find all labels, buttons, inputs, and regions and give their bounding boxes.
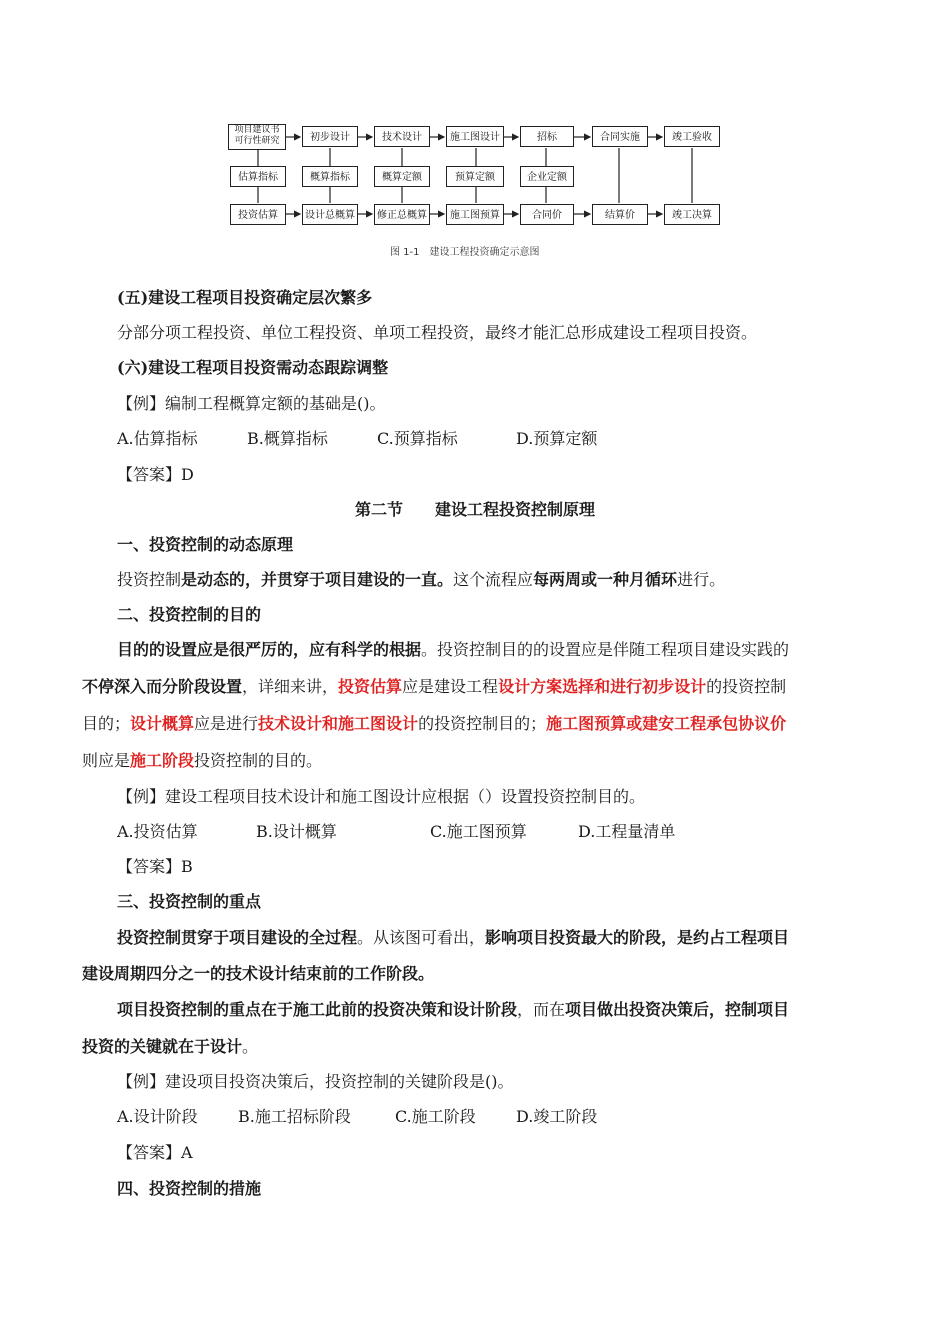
text-run-bold: 项目投资控制的重点在于施工此前的投资决策和设计阶段 <box>117 1000 518 1019</box>
flow-box-preliminary-design: 初步设计 <box>302 126 358 147</box>
text-run: 进行。 <box>677 570 726 589</box>
flow-box-estimate-quota: 预算定额 <box>446 166 504 187</box>
option-b: B.概算指标 <box>247 429 328 448</box>
text-run: 的投资控制目的； <box>418 714 547 733</box>
text-run-bold: 项目做出投资决策后，控制项目 <box>565 1000 790 1019</box>
flow-box-estimate-index: 估算指标 <box>230 166 286 187</box>
flow-box-contract-implementation: 合同实施 <box>592 126 648 147</box>
example-1-answer: 【答案】D <box>117 465 194 484</box>
subheading-1: 一、投资控制的动态原理 <box>117 535 294 554</box>
subheading-3-line-1 <box>117 927 789 949</box>
option-d: D.工程量清单 <box>578 822 676 841</box>
example-3-answer: 【答案】A <box>117 1143 193 1162</box>
investment-flow-diagram <box>220 118 730 263</box>
text-run-red: 投资估算 <box>338 677 403 696</box>
flow-box-final-accounts: 竣工决算 <box>664 204 720 225</box>
flow-box-label: 项目建议书 可行性研究 <box>234 125 280 146</box>
flow-box-bidding: 招标 <box>520 126 574 147</box>
flow-box-budget-index: 概算指标 <box>302 166 358 187</box>
option-a: A.设计阶段 <box>117 1107 198 1126</box>
option-c: C.施工图预算 <box>430 822 527 841</box>
flow-box-feasibility <box>228 124 286 150</box>
text-run-bold: 投资控制贯穿于项目建设的全过程 <box>117 928 358 947</box>
subheading-3: 三、投资控制的重点 <box>117 892 262 911</box>
text-run: 应是建设工程 <box>402 677 499 696</box>
flow-box-enterprise-quota: 企业定额 <box>520 166 574 187</box>
option-b: B.设计概算 <box>256 822 337 841</box>
text-run-bold: 不停深入而分阶段设置 <box>82 677 243 696</box>
text-run: 这个流程应 <box>453 570 534 589</box>
flow-box-revised-total-budget: 修正总概算 <box>374 204 430 225</box>
example-1-question: 【例】编制工程概算定额的基础是()。 <box>117 394 386 413</box>
subheading-2-line-4 <box>82 750 322 772</box>
text-run-bold: 目的的设置应是很严厉的，应有科学的根据 <box>117 640 422 659</box>
flow-box-construction-budget: 施工图预算 <box>446 204 504 225</box>
subheading-2: 二、投资控制的目的 <box>117 605 262 624</box>
flow-box-technical-design: 技术设计 <box>374 126 430 147</box>
text-run-bold: 影响项目投资最大的阶段，是约占工程项目 <box>485 928 790 947</box>
flow-box-completion-acceptance: 竣工验收 <box>664 126 720 147</box>
flow-box-budget-quota: 概算定额 <box>374 166 430 187</box>
subheading-3-line-3 <box>117 999 789 1021</box>
section-title: 第二节 建设工程投资控制原理 <box>354 500 595 519</box>
text-run-red: 设计方案选择和进行初步设计 <box>498 677 707 696</box>
subheading-3-line-4 <box>82 1036 258 1058</box>
example-2-question: 【例】建设工程项目技术设计和施工图设计应根据（）设置投资控制目的。 <box>117 787 646 806</box>
text-run-bold: 投资的关键就在于设计 <box>82 1037 243 1056</box>
text-run: 的投资控制 <box>706 677 787 696</box>
text-run: 。投资控制目的的设置应是伴随工程项目建设实践的 <box>421 640 790 659</box>
heading-5: (五)建设工程项目投资确定层次繁多 <box>117 288 373 307</box>
text-run-bold: 每两周或一种月循环 <box>533 570 678 589</box>
subheading-2-line-3 <box>82 713 786 735</box>
option-a: A.投资估算 <box>117 822 198 841</box>
example-3-question: 【例】建设项目投资决策后，投资控制的关键阶段是()。 <box>117 1072 514 1091</box>
subheading-2-line-2 <box>82 676 786 698</box>
text-run-red: 技术设计和施工图设计 <box>258 714 419 733</box>
subheading-2-line-1 <box>117 639 789 661</box>
subheading-1-paragraph <box>117 569 725 591</box>
text-run: ，详细来讲， <box>242 677 339 696</box>
text-run: 投资控制的目的。 <box>194 751 323 770</box>
text-run: 目的； <box>82 714 131 733</box>
subheading-4: 四、投资控制的措施 <box>117 1179 262 1198</box>
heading-6: (六)建设工程项目投资需动态跟踪调整 <box>117 358 389 377</box>
option-d: D.竣工阶段 <box>516 1107 598 1126</box>
example-2-answer: 【答案】B <box>117 857 193 876</box>
paragraph-5: 分部分项工程投资、单位工程投资、单项工程投资，最终才能汇总形成建设工程项目投资。 <box>117 323 758 342</box>
flow-box-settlement-price: 结算价 <box>592 204 648 225</box>
flow-box-contract-price: 合同价 <box>520 204 574 225</box>
text-run: 应是进行 <box>194 714 259 733</box>
option-b: B.施工招标阶段 <box>238 1107 351 1126</box>
text-run-red: 设计概算 <box>130 714 195 733</box>
option-a: A.估算指标 <box>117 429 198 448</box>
subheading-3-line-2: 建设周期四分之一的技术设计结束前的工作阶段。 <box>82 964 435 983</box>
flow-box-design-total-budget: 设计总概算 <box>302 204 358 225</box>
text-run: 。从该图可看出， <box>357 928 486 947</box>
option-d: D.预算定额 <box>516 429 598 448</box>
flow-box-construction-drawing: 施工图设计 <box>446 126 504 147</box>
example-2-options <box>117 821 675 843</box>
example-1-options <box>117 428 597 450</box>
text-run-bold: 是动态的，并贯穿于项目建设的一直。 <box>181 570 454 589</box>
text-run: 则应是 <box>82 751 131 770</box>
text-run-red: 施工阶段 <box>130 751 195 770</box>
text-run: ，而在 <box>517 1000 566 1019</box>
text-run: 投资控制 <box>117 570 182 589</box>
text-run-red: 施工图预算或建安工程承包协议价 <box>546 714 787 733</box>
text-run: 。 <box>242 1037 259 1056</box>
diagram-caption: 图 1-1 建设工程投资确定示意图 <box>390 247 540 258</box>
option-c: C.预算指标 <box>377 429 458 448</box>
flow-box-investment-estimate: 投资估算 <box>230 204 286 225</box>
option-c: C.施工阶段 <box>395 1107 476 1126</box>
example-3-options <box>117 1106 597 1128</box>
